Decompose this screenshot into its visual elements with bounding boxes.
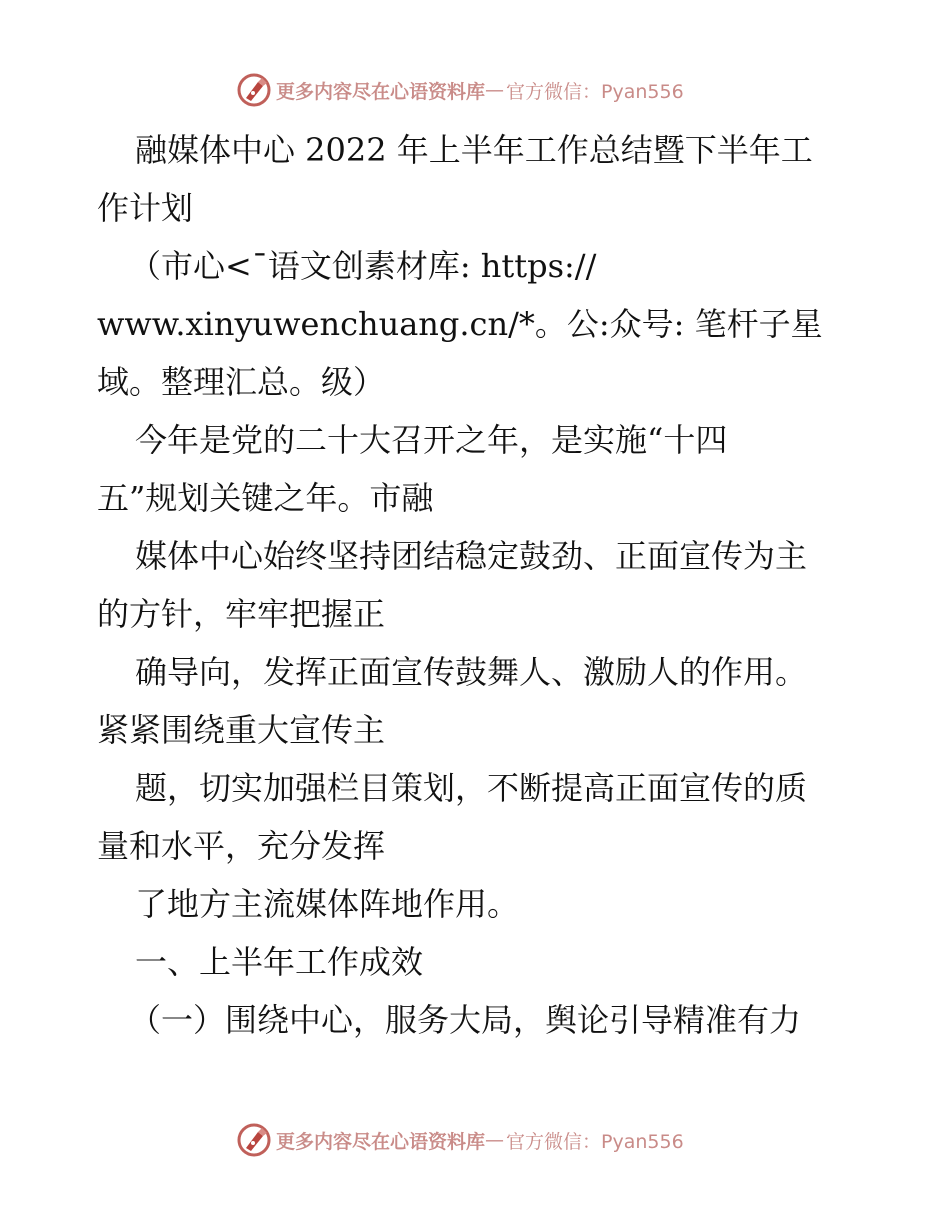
paragraph-line: 了地方主流媒体阵地作用。 xyxy=(135,885,520,923)
header-watermark xyxy=(236,72,684,108)
paragraph-line: 量和水平，充分发挥 xyxy=(97,827,386,865)
paragraph-line: 的方针，牢牢把握正 xyxy=(97,595,386,633)
section-heading: 一、上半年工作成效 xyxy=(135,943,424,981)
watermark-wechat: 官方微信：Pyan556 xyxy=(506,80,684,103)
title-line-2: 作计划 xyxy=(97,189,194,227)
paragraph-line: 确导向，发挥正面宣传鼓舞人、激励人的作用。 xyxy=(135,653,808,691)
paragraph-line: 五”规划关键之年。市融 xyxy=(97,479,434,517)
source-note-line-2: www.xinyuwenchuang.cn/*。公:众号: 笔杆子星 xyxy=(97,305,823,343)
watermark-wechat: 官方微信：Pyan556 xyxy=(506,1130,684,1153)
watermark-text: 更多内容尽在心语资料库 xyxy=(276,80,486,103)
watermark-separator: — xyxy=(485,79,505,101)
paragraph-line: 今年是党的二十大召开之年，是实施“十四 xyxy=(135,421,728,459)
paragraph-line: 题，切实加强栏目策划，不断提高正面宣传的质 xyxy=(135,769,808,807)
paragraph-line: 紧紧围绕重大宣传主 xyxy=(97,711,386,749)
source-note-line-1: （市心<¯语文创素材库: https:// xyxy=(129,247,597,285)
pen-nib-circle-icon xyxy=(236,1122,272,1158)
watermark-text: 更多内容尽在心语资料库 xyxy=(276,1130,486,1153)
title-line-1: 融媒体中心 2022 年上半年工作总结暨下半年工 xyxy=(135,131,813,169)
document-body xyxy=(97,121,857,1049)
footer-watermark xyxy=(236,1122,684,1158)
pen-nib-circle-icon xyxy=(236,72,272,108)
watermark-separator: — xyxy=(485,1129,505,1151)
paragraph-line: 媒体中心始终坚持团结稳定鼓劲、正面宣传为主 xyxy=(135,537,808,575)
subsection-heading: （一）围绕中心，服务大局，舆论引导精准有力 xyxy=(129,1001,802,1039)
source-note-line-3: 域。整理汇总。级） xyxy=(97,363,386,401)
